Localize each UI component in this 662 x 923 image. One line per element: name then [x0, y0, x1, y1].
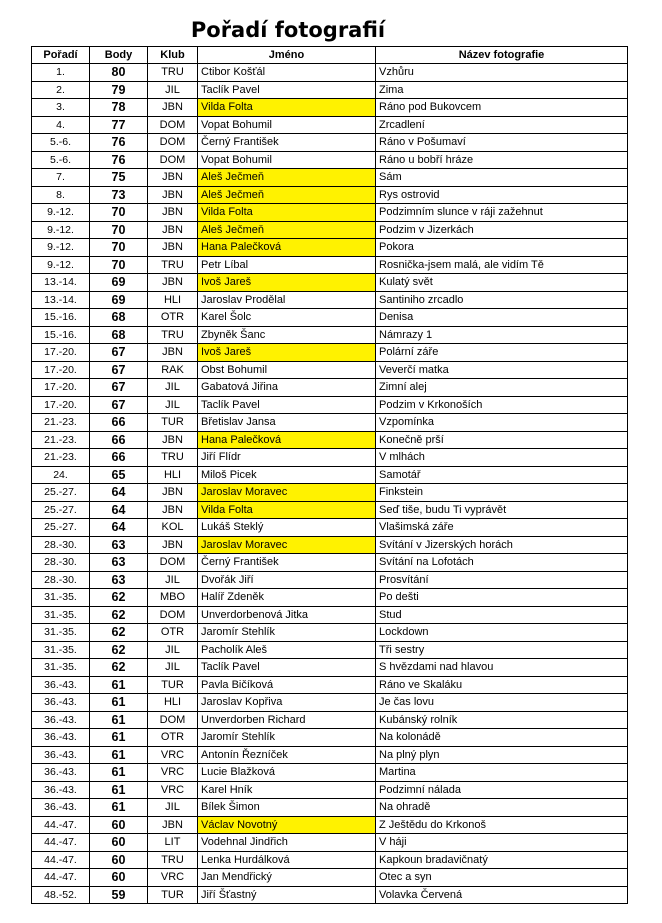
- rank-cell: 4.: [32, 116, 90, 134]
- points-cell: 62: [90, 659, 148, 677]
- rank-cell: 48.-52.: [32, 886, 90, 904]
- name-cell: Taclík Pavel: [198, 659, 376, 677]
- name-cell: Ctibor Košťál: [198, 64, 376, 82]
- header-photo-title: Název fotografie: [376, 47, 628, 64]
- table-row: [32, 291, 628, 309]
- points-cell: 62: [90, 641, 148, 659]
- rank-cell: 13.-14.: [32, 274, 90, 292]
- table-row: [32, 799, 628, 817]
- points-cell: 66: [90, 414, 148, 432]
- club-cell: JIL: [148, 379, 198, 397]
- points-cell: 76: [90, 151, 148, 169]
- photo-title-cell: Samotář: [376, 466, 628, 484]
- name-cell: Halíř Zdeněk: [198, 589, 376, 607]
- rank-cell: 9.-12.: [32, 204, 90, 222]
- points-cell: 70: [90, 256, 148, 274]
- club-cell: JIL: [148, 81, 198, 99]
- rank-cell: 9.-12.: [32, 256, 90, 274]
- club-cell: VRC: [148, 869, 198, 887]
- rank-cell: 36.-43.: [32, 676, 90, 694]
- rank-cell: 31.-35.: [32, 589, 90, 607]
- photo-title-cell: Ráno v Pošumaví: [376, 134, 628, 152]
- name-cell: Hana Palečková: [198, 431, 376, 449]
- club-cell: TRU: [148, 256, 198, 274]
- rank-cell: 28.-30.: [32, 554, 90, 572]
- name-cell: Vilda Folta: [198, 501, 376, 519]
- page-title-text: Pořadí fotografií: [190, 18, 386, 42]
- name-cell: Karel Hník: [198, 781, 376, 799]
- name-cell: Unverdorben Richard: [198, 711, 376, 729]
- table-row: [32, 729, 628, 747]
- table-row: [32, 151, 628, 169]
- club-cell: JBN: [148, 501, 198, 519]
- name-cell: Obst Bohumil: [198, 361, 376, 379]
- name-cell: Václav Novotný: [198, 816, 376, 834]
- club-cell: JBN: [148, 536, 198, 554]
- points-cell: 63: [90, 554, 148, 572]
- name-cell: Jaromír Stehlík: [198, 729, 376, 747]
- name-cell: Černý František: [198, 554, 376, 572]
- photo-title-cell: Volavka Červená: [376, 886, 628, 904]
- name-cell: Taclík Pavel: [198, 81, 376, 99]
- photo-title-cell: Po dešti: [376, 589, 628, 607]
- club-cell: DOM: [148, 711, 198, 729]
- photo-title-cell: Na kolonádě: [376, 729, 628, 747]
- rank-cell: 13.-14.: [32, 291, 90, 309]
- table-row: [32, 816, 628, 834]
- name-cell: Gabatová Jiřina: [198, 379, 376, 397]
- name-cell: Aleš Ječmeň: [198, 169, 376, 187]
- header-name: Jméno: [198, 47, 376, 64]
- table-row: [32, 501, 628, 519]
- rank-cell: 7.: [32, 169, 90, 187]
- points-cell: 62: [90, 606, 148, 624]
- points-cell: 69: [90, 291, 148, 309]
- rank-cell: 3.: [32, 99, 90, 117]
- photo-title-cell: Ráno ve Skaláku: [376, 676, 628, 694]
- rank-cell: 28.-30.: [32, 536, 90, 554]
- photo-title-cell: Polární záře: [376, 344, 628, 362]
- table-row: [32, 274, 628, 292]
- points-cell: 61: [90, 764, 148, 782]
- rank-cell: 5.-6.: [32, 151, 90, 169]
- photo-title-cell: V háji: [376, 834, 628, 852]
- points-cell: 61: [90, 746, 148, 764]
- name-cell: Karel Šolc: [198, 309, 376, 327]
- points-cell: 75: [90, 169, 148, 187]
- table-body: [32, 64, 628, 904]
- club-cell: RAK: [148, 361, 198, 379]
- club-cell: TUR: [148, 886, 198, 904]
- photo-title-cell: Z Ještědu do Krkonoš: [376, 816, 628, 834]
- name-cell: Pacholík Aleš: [198, 641, 376, 659]
- points-cell: 61: [90, 729, 148, 747]
- table-row: [32, 64, 628, 82]
- name-cell: Zbyněk Šanc: [198, 326, 376, 344]
- rank-cell: 8.: [32, 186, 90, 204]
- club-cell: TRU: [148, 851, 198, 869]
- rank-cell: 44.-47.: [32, 834, 90, 852]
- rank-cell: 25.-27.: [32, 484, 90, 502]
- name-cell: Taclík Pavel: [198, 396, 376, 414]
- photo-title-cell: Ráno pod Bukovcem: [376, 99, 628, 117]
- photo-title-cell: Prosvítání: [376, 571, 628, 589]
- table-row: [32, 309, 628, 327]
- points-cell: 76: [90, 134, 148, 152]
- table-row: [32, 99, 628, 117]
- table-row: [32, 256, 628, 274]
- rank-cell: 36.-43.: [32, 694, 90, 712]
- name-cell: Černý František: [198, 134, 376, 152]
- photo-title-cell: Pokora: [376, 239, 628, 257]
- club-cell: TUR: [148, 414, 198, 432]
- photo-title-cell: Otec a syn: [376, 869, 628, 887]
- points-cell: 70: [90, 239, 148, 257]
- points-cell: 63: [90, 536, 148, 554]
- photo-title-cell: Je čas lovu: [376, 694, 628, 712]
- name-cell: Vilda Folta: [198, 99, 376, 117]
- club-cell: JBN: [148, 344, 198, 362]
- name-cell: Vopat Bohumil: [198, 151, 376, 169]
- club-cell: OTR: [148, 729, 198, 747]
- points-cell: 62: [90, 624, 148, 642]
- rank-cell: 9.-12.: [32, 221, 90, 239]
- points-cell: 61: [90, 676, 148, 694]
- points-cell: 79: [90, 81, 148, 99]
- name-cell: Miloš Picek: [198, 466, 376, 484]
- table-row: [32, 694, 628, 712]
- table-row: [32, 134, 628, 152]
- name-cell: Vodehnal Jindřich: [198, 834, 376, 852]
- club-cell: OTR: [148, 624, 198, 642]
- rank-cell: 28.-30.: [32, 571, 90, 589]
- club-cell: HLI: [148, 291, 198, 309]
- rank-cell: 9.-12.: [32, 239, 90, 257]
- name-cell: Ivoš Jareš: [198, 344, 376, 362]
- name-cell: Antonín Řezníček: [198, 746, 376, 764]
- photo-title-cell: Seď tiše, budu Ti vyprávět: [376, 501, 628, 519]
- points-cell: 67: [90, 396, 148, 414]
- club-cell: JIL: [148, 799, 198, 817]
- name-cell: Lucie Blažková: [198, 764, 376, 782]
- club-cell: DOM: [148, 554, 198, 572]
- photo-title-cell: Podzim v Krkonoších: [376, 396, 628, 414]
- header-club: Klub: [148, 47, 198, 64]
- photo-title-cell: Kapkoun bradavičnatý: [376, 851, 628, 869]
- table-row: [32, 221, 628, 239]
- points-cell: 66: [90, 431, 148, 449]
- rank-cell: 2.: [32, 81, 90, 99]
- photo-title-cell: V mlhách: [376, 449, 628, 467]
- photo-title-cell: Kubánský rolník: [376, 711, 628, 729]
- rank-cell: 21.-23.: [32, 449, 90, 467]
- club-cell: JBN: [148, 239, 198, 257]
- photo-title-cell: Tři sestry: [376, 641, 628, 659]
- table-row: [32, 834, 628, 852]
- results-table: [31, 46, 628, 904]
- name-cell: Jaroslav Moravec: [198, 484, 376, 502]
- table-row: [32, 659, 628, 677]
- photo-title-cell: Finkstein: [376, 484, 628, 502]
- club-cell: JBN: [148, 204, 198, 222]
- table-row: [32, 536, 628, 554]
- points-cell: 67: [90, 379, 148, 397]
- name-cell: Jiří Flídr: [198, 449, 376, 467]
- page-title: [0, 18, 662, 42]
- table-row: [32, 81, 628, 99]
- club-cell: VRC: [148, 764, 198, 782]
- club-cell: TRU: [148, 64, 198, 82]
- photo-title-cell: Vzpomínka: [376, 414, 628, 432]
- rank-cell: 25.-27.: [32, 519, 90, 537]
- table-row: [32, 379, 628, 397]
- name-cell: Petr Líbal: [198, 256, 376, 274]
- points-cell: 80: [90, 64, 148, 82]
- table-row: [32, 449, 628, 467]
- name-cell: Aleš Ječmeň: [198, 221, 376, 239]
- rank-cell: 24.: [32, 466, 90, 484]
- club-cell: JBN: [148, 221, 198, 239]
- photo-title-cell: Podzim v Jizerkách: [376, 221, 628, 239]
- rank-cell: 36.-43.: [32, 781, 90, 799]
- photo-title-cell: Svítání v Jizerských horách: [376, 536, 628, 554]
- table-row: [32, 781, 628, 799]
- club-cell: JBN: [148, 484, 198, 502]
- points-cell: 67: [90, 344, 148, 362]
- club-cell: HLI: [148, 694, 198, 712]
- rank-cell: 31.-35.: [32, 659, 90, 677]
- photo-title-cell: Santiniho zrcadlo: [376, 291, 628, 309]
- rank-cell: 31.-35.: [32, 624, 90, 642]
- club-cell: DOM: [148, 606, 198, 624]
- table-row: [32, 326, 628, 344]
- rank-cell: 44.-47.: [32, 869, 90, 887]
- rank-cell: 17.-20.: [32, 379, 90, 397]
- points-cell: 69: [90, 274, 148, 292]
- photo-title-cell: Svítání na Lofotách: [376, 554, 628, 572]
- club-cell: JBN: [148, 99, 198, 117]
- club-cell: DOM: [148, 116, 198, 134]
- points-cell: 68: [90, 309, 148, 327]
- points-cell: 60: [90, 834, 148, 852]
- points-cell: 67: [90, 361, 148, 379]
- points-cell: 70: [90, 221, 148, 239]
- club-cell: JBN: [148, 169, 198, 187]
- table-row: [32, 344, 628, 362]
- photo-title-cell: Podzimním slunce v ráji zažehnut: [376, 204, 628, 222]
- photo-title-cell: Zrcadlení: [376, 116, 628, 134]
- rank-cell: 15.-16.: [32, 326, 90, 344]
- header-points: Body: [90, 47, 148, 64]
- name-cell: Lenka Hurdálková: [198, 851, 376, 869]
- club-cell: OTR: [148, 309, 198, 327]
- club-cell: JBN: [148, 431, 198, 449]
- points-cell: 62: [90, 589, 148, 607]
- photo-title-cell: Sám: [376, 169, 628, 187]
- points-cell: 73: [90, 186, 148, 204]
- rank-cell: 36.-43.: [32, 711, 90, 729]
- points-cell: 60: [90, 869, 148, 887]
- name-cell: Dvořák Jiří: [198, 571, 376, 589]
- table-row: [32, 676, 628, 694]
- photo-title-cell: Na plný plyn: [376, 746, 628, 764]
- photo-title-cell: Podzimní nálada: [376, 781, 628, 799]
- name-cell: Břetislav Jansa: [198, 414, 376, 432]
- name-cell: Jaroslav Kopřiva: [198, 694, 376, 712]
- points-cell: 77: [90, 116, 148, 134]
- name-cell: Jaroslav Moravec: [198, 536, 376, 554]
- table-row: [32, 484, 628, 502]
- photo-title-cell: Rys ostrovid: [376, 186, 628, 204]
- name-cell: Aleš Ječmeň: [198, 186, 376, 204]
- club-cell: TRU: [148, 326, 198, 344]
- name-cell: Lukáš Steklý: [198, 519, 376, 537]
- rank-cell: 17.-20.: [32, 361, 90, 379]
- rank-cell: 36.-43.: [32, 746, 90, 764]
- rank-cell: 31.-35.: [32, 641, 90, 659]
- name-cell: Jiří Šťastný: [198, 886, 376, 904]
- table-row: [32, 431, 628, 449]
- photo-title-cell: Rosnička-jsem malá, ale vidím Tě: [376, 256, 628, 274]
- rank-cell: 44.-47.: [32, 851, 90, 869]
- photo-title-cell: Zimní alej: [376, 379, 628, 397]
- table-header-row: [32, 47, 628, 64]
- name-cell: Jaromír Stehlík: [198, 624, 376, 642]
- photo-title-cell: Stud: [376, 606, 628, 624]
- table-row: [32, 851, 628, 869]
- photo-title-cell: S hvězdami nad hlavou: [376, 659, 628, 677]
- points-cell: 64: [90, 501, 148, 519]
- table-row: [32, 764, 628, 782]
- club-cell: JIL: [148, 571, 198, 589]
- table-row: [32, 869, 628, 887]
- rank-cell: 17.-20.: [32, 396, 90, 414]
- table-row: [32, 466, 628, 484]
- rank-cell: 21.-23.: [32, 414, 90, 432]
- table-row: [32, 414, 628, 432]
- table-row: [32, 239, 628, 257]
- photo-title-cell: Denisa: [376, 309, 628, 327]
- club-cell: JBN: [148, 274, 198, 292]
- club-cell: KOL: [148, 519, 198, 537]
- name-cell: Vilda Folta: [198, 204, 376, 222]
- points-cell: 61: [90, 711, 148, 729]
- rank-cell: 17.-20.: [32, 344, 90, 362]
- points-cell: 63: [90, 571, 148, 589]
- rank-cell: 5.-6.: [32, 134, 90, 152]
- club-cell: MBO: [148, 589, 198, 607]
- points-cell: 64: [90, 484, 148, 502]
- photo-title-cell: Kulatý svět: [376, 274, 628, 292]
- club-cell: JBN: [148, 186, 198, 204]
- table-row: [32, 396, 628, 414]
- name-cell: Hana Palečková: [198, 239, 376, 257]
- points-cell: 78: [90, 99, 148, 117]
- photo-title-cell: Ráno u bobří hráze: [376, 151, 628, 169]
- club-cell: JIL: [148, 659, 198, 677]
- club-cell: DOM: [148, 134, 198, 152]
- photo-title-cell: Martina: [376, 764, 628, 782]
- club-cell: VRC: [148, 746, 198, 764]
- points-cell: 68: [90, 326, 148, 344]
- points-cell: 61: [90, 781, 148, 799]
- photo-title-cell: Konečně prší: [376, 431, 628, 449]
- table-row: [32, 624, 628, 642]
- header-rank: Pořadí: [32, 47, 90, 64]
- rank-cell: 36.-43.: [32, 799, 90, 817]
- club-cell: JIL: [148, 641, 198, 659]
- rank-cell: 21.-23.: [32, 431, 90, 449]
- table-row: [32, 554, 628, 572]
- table-row: [32, 711, 628, 729]
- rank-cell: 36.-43.: [32, 764, 90, 782]
- photo-title-cell: Zima: [376, 81, 628, 99]
- rank-cell: 25.-27.: [32, 501, 90, 519]
- points-cell: 64: [90, 519, 148, 537]
- points-cell: 61: [90, 694, 148, 712]
- name-cell: Ivoš Jareš: [198, 274, 376, 292]
- table-row: [32, 746, 628, 764]
- club-cell: TRU: [148, 449, 198, 467]
- rank-cell: 1.: [32, 64, 90, 82]
- table-row: [32, 606, 628, 624]
- name-cell: Jan Mendřický: [198, 869, 376, 887]
- club-cell: DOM: [148, 151, 198, 169]
- club-cell: LIT: [148, 834, 198, 852]
- table-row: [32, 361, 628, 379]
- club-cell: VRC: [148, 781, 198, 799]
- photo-title-cell: Na ohradě: [376, 799, 628, 817]
- name-cell: Unverdorbenová Jitka: [198, 606, 376, 624]
- rank-cell: 44.-47.: [32, 816, 90, 834]
- points-cell: 61: [90, 799, 148, 817]
- rank-cell: 36.-43.: [32, 729, 90, 747]
- rank-cell: 31.-35.: [32, 606, 90, 624]
- points-cell: 60: [90, 851, 148, 869]
- points-cell: 66: [90, 449, 148, 467]
- photo-title-cell: Vzhůru: [376, 64, 628, 82]
- points-cell: 70: [90, 204, 148, 222]
- club-cell: HLI: [148, 466, 198, 484]
- table-row: [32, 571, 628, 589]
- table-row: [32, 169, 628, 187]
- name-cell: Pavla Bičíková: [198, 676, 376, 694]
- photo-title-cell: Námrazy 1: [376, 326, 628, 344]
- photo-title-cell: Veverčí matka: [376, 361, 628, 379]
- table-row: [32, 186, 628, 204]
- name-cell: Jaroslav Prodělal: [198, 291, 376, 309]
- table-row: [32, 641, 628, 659]
- table-row: [32, 589, 628, 607]
- table-row: [32, 204, 628, 222]
- name-cell: Bílek Šimon: [198, 799, 376, 817]
- photo-title-cell: Vlašimská záře: [376, 519, 628, 537]
- photo-title-cell: Lockdown: [376, 624, 628, 642]
- name-cell: Vopat Bohumil: [198, 116, 376, 134]
- table-row: [32, 886, 628, 904]
- table-row: [32, 116, 628, 134]
- rank-cell: 15.-16.: [32, 309, 90, 327]
- club-cell: TUR: [148, 676, 198, 694]
- club-cell: JBN: [148, 816, 198, 834]
- table-row: [32, 519, 628, 537]
- club-cell: JIL: [148, 396, 198, 414]
- points-cell: 59: [90, 886, 148, 904]
- points-cell: 60: [90, 816, 148, 834]
- points-cell: 65: [90, 466, 148, 484]
